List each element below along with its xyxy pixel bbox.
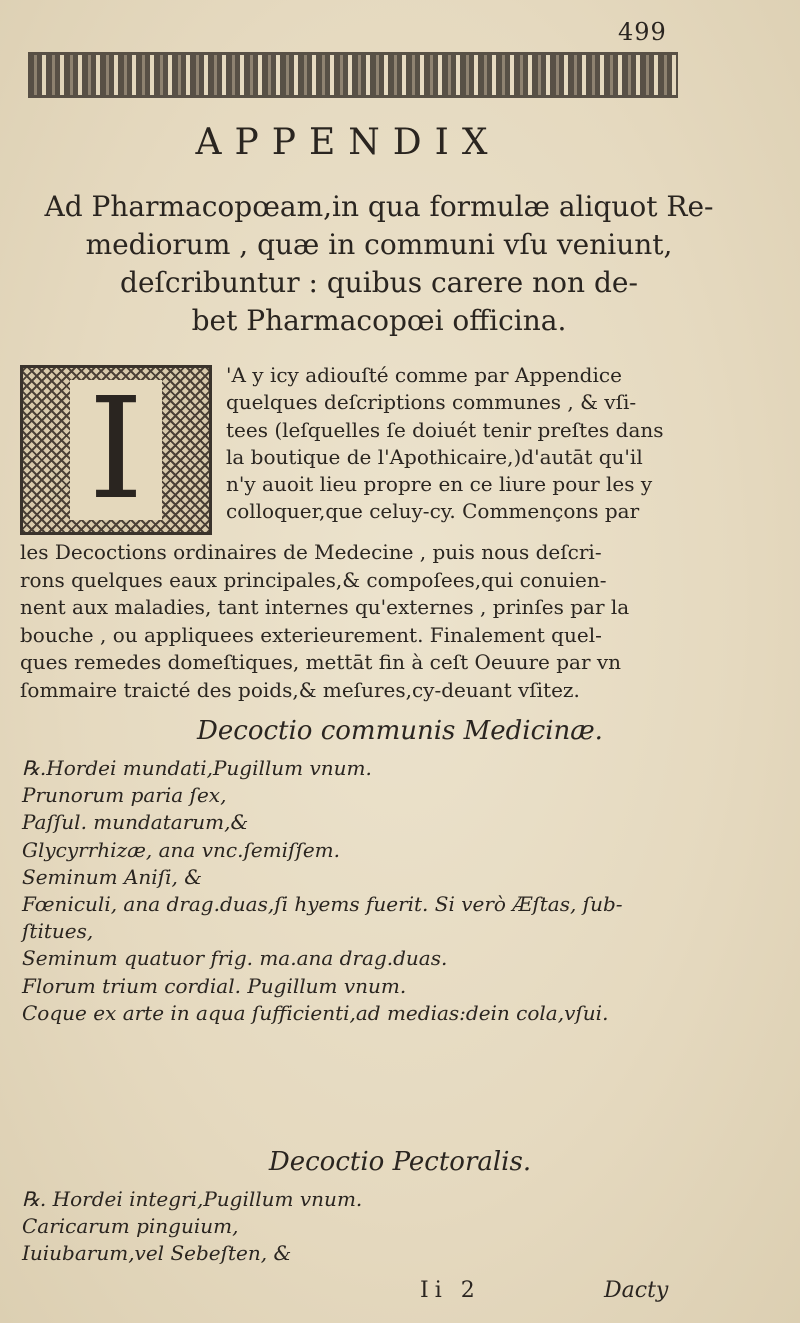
- heading-line: bet Pharmacopœi officina.: [191, 304, 567, 337]
- recipe-line: Seminum quatuor frig. ma.ana drag.duas.: [22, 946, 448, 971]
- intro-line: ſommaire traicté des poids,& meſures,cy-deuant vſitez.: [20, 677, 580, 702]
- appendix-title: APPENDIX: [195, 122, 501, 163]
- page-number: 499: [618, 18, 667, 46]
- section-title-decoctio-communis: Decoctio communis Medicinæ.: [197, 716, 603, 746]
- recipe-line: Florum trium cordial. Pugillum vnum.: [22, 973, 407, 998]
- recipe-line: ℞.Hordei mundati,Pugillum vnum.: [22, 756, 372, 780]
- intro-line: n'y auoit lieu propre en ce liure pour les y: [226, 472, 653, 497]
- recipe-line: Fœniculi, ana drag.duas,ſi hyems fuerit. Si verò Æſtas, ſub-: [22, 892, 623, 917]
- heading: [34, 188, 724, 340]
- ornamental-initial: [20, 365, 212, 535]
- intro-paragraph-continued: [20, 539, 696, 704]
- heading-line: deſcribuntur : quibus carere non de-: [120, 266, 638, 299]
- intro-paragraph-beside-initial: [226, 362, 696, 526]
- intro-line: rons quelques eaux principales,& compoſees,qui conuien-: [20, 567, 607, 592]
- intro-line: nent aux maladies, tant internes qu'externes , prinſes par la: [20, 595, 630, 619]
- intro-line: bouche , ou appliquees exterieurement. Finalement quel-: [20, 622, 602, 647]
- intro-line: ques remedes domeſtiques, mettāt fin à ceſt Oeuure par vn: [20, 650, 622, 674]
- recipe-decoctio-pectoralis: [22, 1186, 722, 1268]
- recipe-line: Prunorum paria ſex,: [22, 783, 227, 808]
- recipe-line: ℞. Hordei integri,Pugillum vnum.: [22, 1187, 363, 1211]
- ornamental-headpiece: [28, 52, 678, 98]
- recipe-line: Glycyrrhizæ, ana vnc.ſemiſſem.: [22, 837, 341, 862]
- recipe-line: Paſſul. mundatarum,&: [22, 810, 249, 835]
- intro-line: quelques deſcriptions communes , & vſi-: [226, 390, 637, 415]
- intro-line: les Decoctions ordinaires de Medecine , puis nous deſcri-: [20, 540, 602, 564]
- recipe-decoctio-communis: [22, 755, 722, 1027]
- heading-line: Ad Pharmacopœam,in qua formulæ aliquot Re-: [44, 190, 714, 223]
- intro-line: tees (leſquelles ſe doiuét tenir preſtes dans: [226, 417, 664, 442]
- recipe-line: Iuiubarum,vel Sebeſten, &: [22, 1241, 292, 1266]
- recipe-line: Coque ex arte in aqua ſufficienti,ad medias:dein cola,vſui.: [22, 1000, 609, 1025]
- intro-line: la boutique de l'Apothicaire,)d'autāt qu'il: [226, 444, 643, 469]
- catchword: Dacty: [604, 1278, 669, 1303]
- intro-line: colloquer,que celuy-cy. Commençons par: [226, 499, 640, 524]
- intro-line: 'A y icy adiouſté comme par Appendice: [226, 363, 622, 387]
- signature-mark: Ii 2: [420, 1278, 481, 1303]
- section-title-decoctio-pectoralis: Decoctio Pectoralis.: [268, 1147, 532, 1177]
- recipe-line: Caricarum pinguium,: [22, 1214, 239, 1239]
- heading-line: mediorum , quæ in communi vſu veniunt,: [85, 228, 673, 261]
- recipe-line: Seminum Aniſi, &: [22, 864, 203, 889]
- recipe-line: ſtitues,: [22, 919, 94, 944]
- drop-cap-letter: I: [70, 380, 161, 520]
